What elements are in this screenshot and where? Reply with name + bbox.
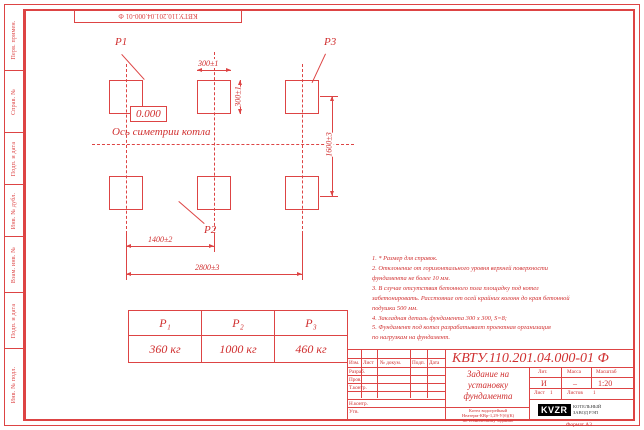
designation-text: КВТУ.110.201.04.000-01 Ф xyxy=(452,351,609,366)
dim-text-1600: 1600±3 xyxy=(324,132,334,157)
top-designation-text: КВТУ.110.201.04.000-01 Ф xyxy=(118,12,198,20)
tb-h3 xyxy=(348,383,445,384)
label-p1: Р1 xyxy=(115,36,128,48)
dim-arrow-up xyxy=(238,80,242,85)
col-head-izm: Изм. xyxy=(349,360,360,366)
left-cell-podp-data xyxy=(4,133,24,185)
top-designation-box xyxy=(74,9,242,23)
note-line: по нагрузкам на фундамент. xyxy=(372,334,451,342)
tb-h8 xyxy=(529,388,634,389)
label-sheet: Лист xyxy=(534,390,545,396)
row-role-tkontr: Т.контр. xyxy=(349,385,367,391)
head-masshtab: Масштаб xyxy=(596,369,617,375)
ext-line-right xyxy=(302,234,303,280)
left-cell-label: Подп. и дата xyxy=(11,141,17,176)
head-massa: Масса xyxy=(567,369,581,375)
axis-caption: Ось симетрии котла xyxy=(112,126,211,138)
left-cell-perv-primen xyxy=(4,9,24,71)
col-head-podp: Подп. xyxy=(412,360,425,366)
company-line-2: ЗАВОД РЭП xyxy=(573,410,598,415)
load-value-p1: 360 кг xyxy=(129,336,202,363)
load-value-p3: 460 кг xyxy=(275,336,348,363)
note-line: подушки 500 мм. xyxy=(372,304,418,312)
tb-h9 xyxy=(529,399,634,400)
note-line: фундамента не более 10 мм. xyxy=(372,274,451,282)
load-header-p3: Р₃ xyxy=(275,311,348,336)
dim-line-1400 xyxy=(126,246,214,247)
product-line-2: Неатерм-КВр-1,29-У(б)(К) xyxy=(461,413,515,418)
note-line: 5. Фундамент под котел разрабатывает проектная организация xyxy=(372,324,551,332)
left-cell-label: Инв. № подл. xyxy=(11,366,17,404)
left-stamp-column xyxy=(4,9,24,421)
col-head-data: Дата xyxy=(429,360,440,366)
axis-dashed-horizontal xyxy=(92,144,354,145)
tb-v9 xyxy=(561,388,562,399)
tb-h5 xyxy=(348,399,445,400)
left-cell-inv-podl xyxy=(4,349,24,421)
left-cell-sprav xyxy=(4,71,24,133)
note-line: забетонировать. Расстояние от осей крайних колонн до края бетонной xyxy=(372,294,570,302)
dim-line-2800 xyxy=(126,274,302,275)
left-cell-label: Справ. № xyxy=(11,88,17,115)
dim-text-300-h: 300±1 xyxy=(198,59,219,68)
tb-h1 xyxy=(348,367,634,368)
value-masshtab: 1:20 xyxy=(598,379,613,388)
ext-line-left xyxy=(126,234,127,280)
label-p2: Р2 xyxy=(204,224,217,236)
dim-text-2800: 2800±3 xyxy=(195,263,220,272)
note-line: 2. Отклонение от горизонтального уровня верхней поверхности xyxy=(372,264,548,272)
ext-line-bot-right xyxy=(320,196,338,197)
left-cell-label: Подп. и дата xyxy=(11,303,17,338)
left-cell-label: Перв. примен. xyxy=(11,19,17,60)
left-cell-inv-dubl xyxy=(4,185,24,237)
footing-top-right xyxy=(285,80,319,114)
product-line-1: Котел водогрейный xyxy=(468,408,508,413)
row-role-razrab: Разраб. xyxy=(349,369,366,375)
title-block xyxy=(347,349,635,421)
tb-h7 xyxy=(529,377,634,378)
left-cell-podp-data-2 xyxy=(4,293,24,349)
value-sheet: 1 xyxy=(550,390,553,396)
company-line-1: КОТЕЛЬНЫЙ xyxy=(573,404,602,409)
tb-h6 xyxy=(348,407,445,408)
format-note: Формат А3 xyxy=(566,422,593,428)
tb-h2 xyxy=(348,375,445,376)
value-lit: И xyxy=(541,379,547,388)
leader-p1 xyxy=(121,54,144,80)
label-sheets: Листов xyxy=(567,390,583,396)
left-cell-label: Инв. № дубл. xyxy=(11,192,17,229)
product-line-3: по техническому заданию xyxy=(462,418,514,423)
leader-p3 xyxy=(312,54,326,83)
ext-line-top-right xyxy=(320,96,338,97)
title-line-3: фундамента xyxy=(463,391,513,401)
load-header-p1: Р₁ xyxy=(129,311,202,336)
dim-arrow-down xyxy=(238,109,242,114)
tb-v5 xyxy=(445,350,446,420)
dim-text-1400: 1400±2 xyxy=(148,235,173,244)
load-table xyxy=(128,310,348,363)
ext-line-center xyxy=(214,234,215,252)
row-role-prov: Пров. xyxy=(349,377,362,383)
row-role-utv: Утв. xyxy=(349,409,359,415)
load-header-p2: Р₂ xyxy=(202,311,275,336)
table-row-headers xyxy=(129,311,348,336)
tb-h0 xyxy=(348,358,445,359)
footing-bottom-right xyxy=(285,176,319,210)
col-head-dokum: № докум. xyxy=(380,360,402,366)
left-cell-vzam-inv xyxy=(4,237,24,293)
tb-h4 xyxy=(348,391,445,392)
table-row-values xyxy=(129,336,348,363)
note-line: 4. Закладная деталь фундамента 300 х 300, S=8; xyxy=(372,314,507,322)
dim-arrow-left xyxy=(197,68,202,72)
dim-text-300-v: 300±1 xyxy=(233,86,243,107)
dim-arrow-right xyxy=(226,68,231,72)
col-head-list: Лист xyxy=(363,360,374,366)
note-line: 3. В случае отсутствия бетонного пола площадку под котел xyxy=(372,284,539,292)
company-logo: KVZR xyxy=(538,404,571,416)
row-role-nkontr: Н.контр. xyxy=(349,401,368,407)
tb-v6 xyxy=(529,367,530,420)
title-line-2: установку xyxy=(467,380,509,390)
footing-bottom-center xyxy=(197,176,231,210)
value-sheets: 1 xyxy=(593,390,596,396)
footing-top-center xyxy=(197,80,231,114)
head-lit: Лит. xyxy=(538,369,548,375)
left-cell-label: Взам. инв. № xyxy=(11,246,17,283)
footing-bottom-left xyxy=(109,176,143,210)
drawing-area xyxy=(30,28,370,328)
load-value-p2: 1000 кг xyxy=(202,336,275,363)
label-p3: Р3 xyxy=(324,36,337,48)
notes-block xyxy=(372,254,622,343)
value-massa: – xyxy=(573,379,577,388)
note-line: 1. * Размер для справок. xyxy=(372,255,438,262)
title-line-1: Задание на xyxy=(466,369,510,379)
elevation-mark: 0.000 xyxy=(130,106,167,122)
